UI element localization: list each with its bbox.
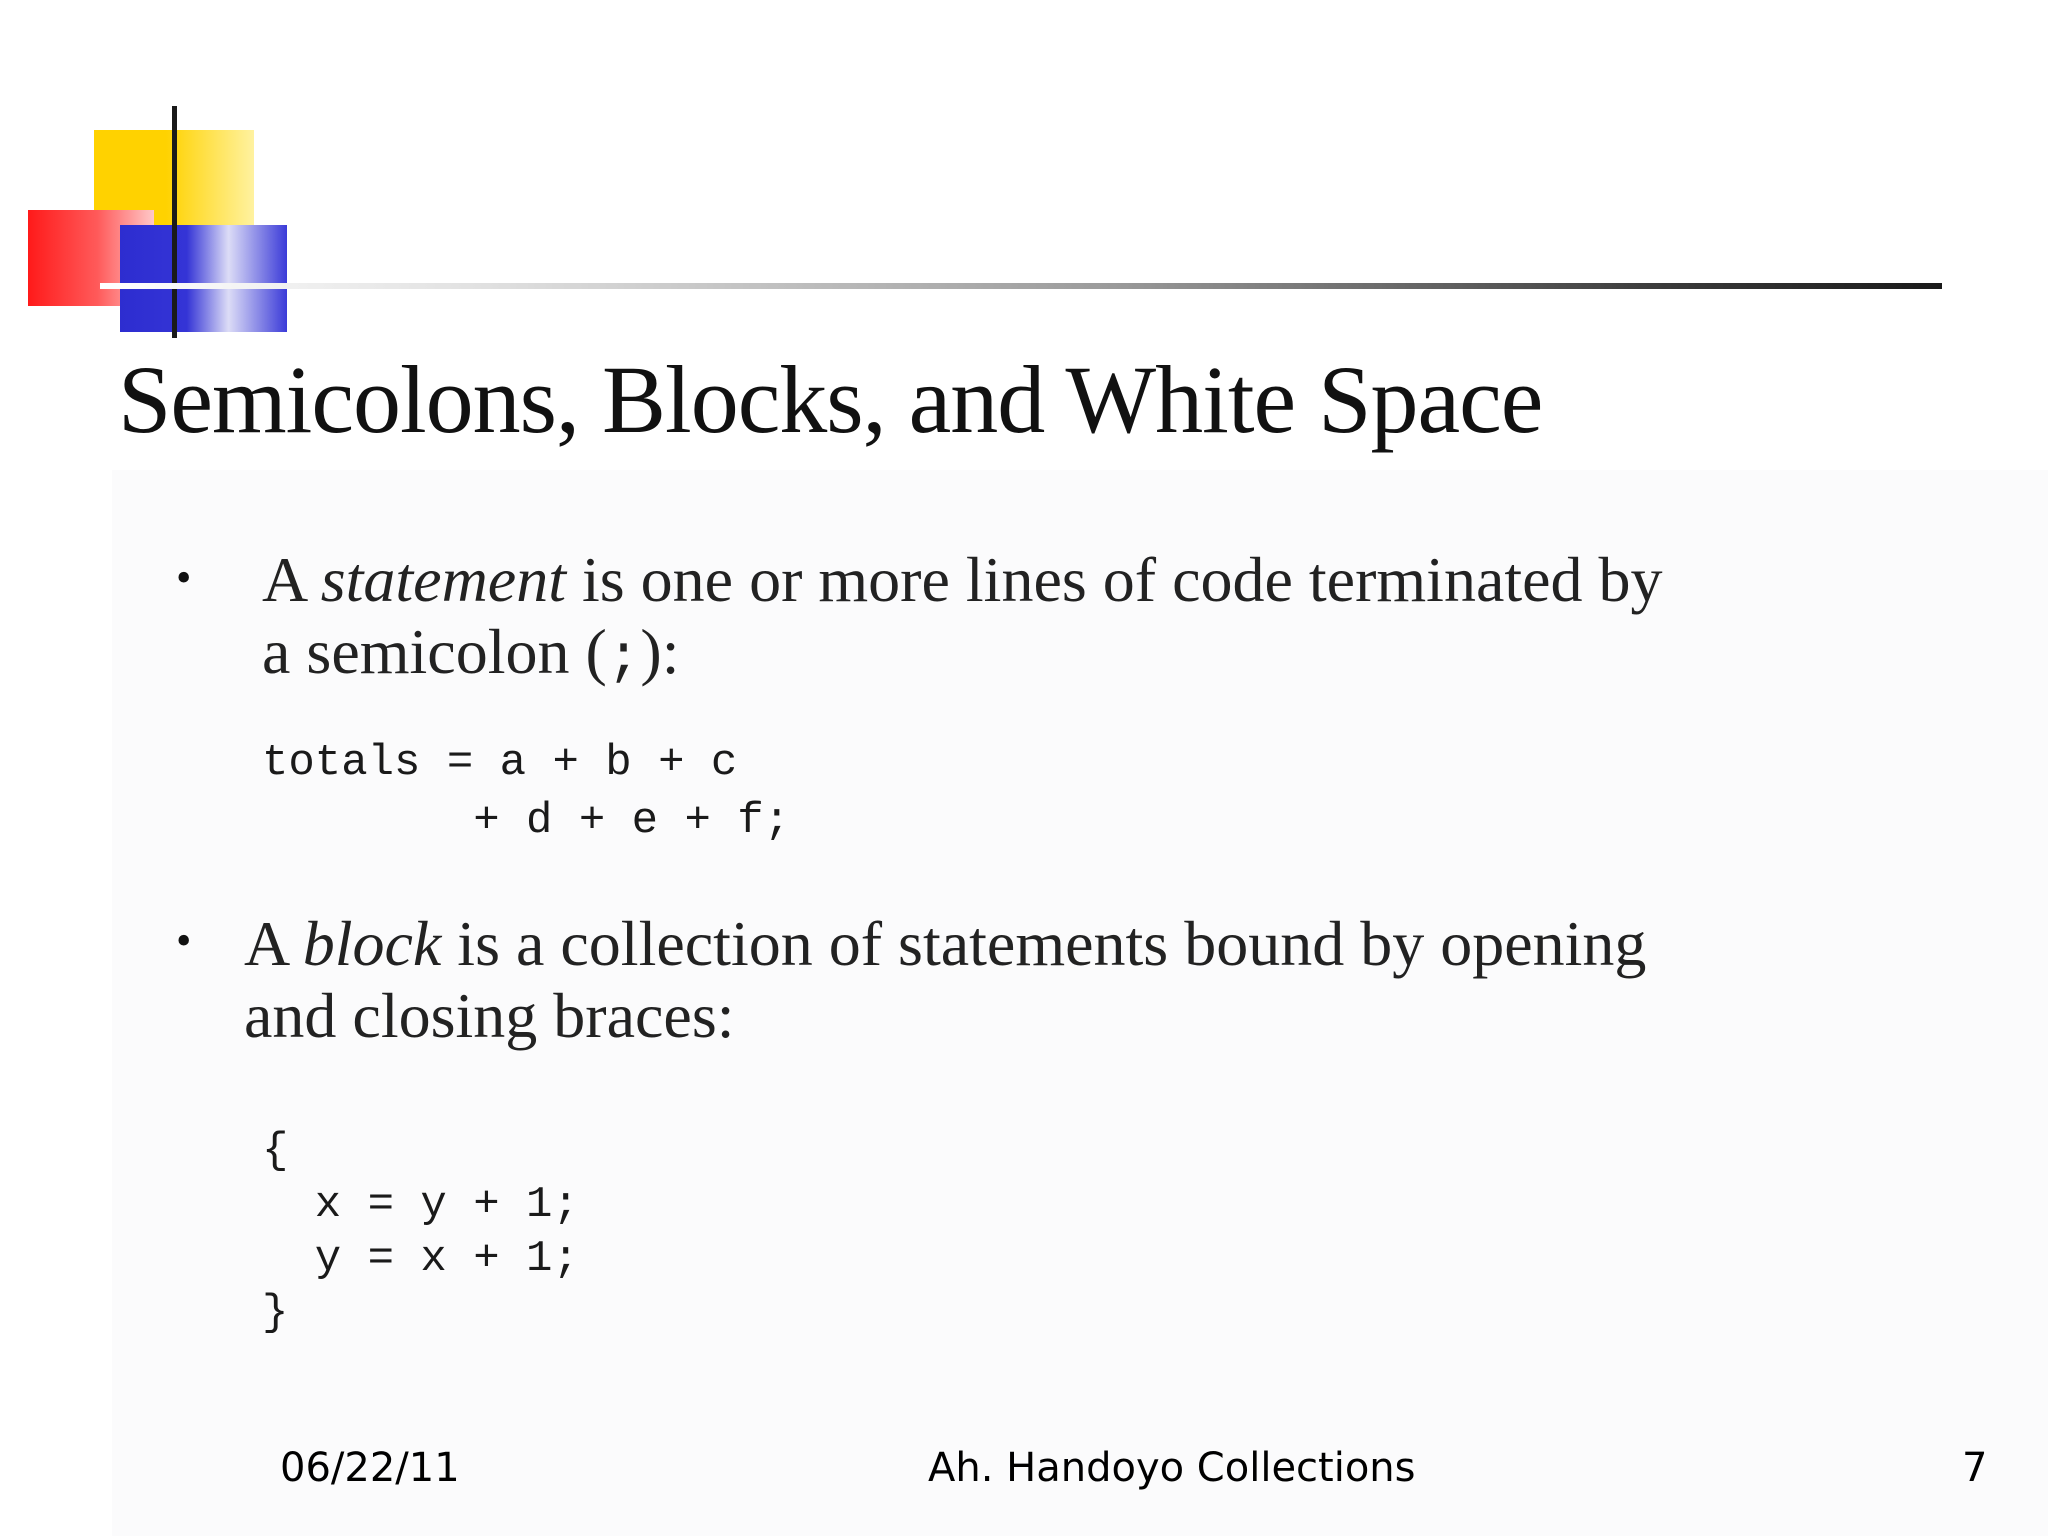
logo-blue-square [120, 225, 287, 332]
slide-title: Semicolons, Blocks, and White Space [118, 346, 1543, 453]
bullet-line [262, 544, 1962, 616]
code-example-block: { x = y + 1; y = x + 1; } [262, 1126, 579, 1338]
bullet-text: is one or more lines of code terminated by [565, 544, 1663, 615]
bullet-block [244, 908, 1964, 1052]
footer-title: Ah. Handoyo Collections [928, 1445, 1416, 1491]
bullet-line [262, 616, 1962, 694]
bullet-statement [262, 544, 1962, 694]
footer-date: 06/22/11 [280, 1445, 460, 1491]
logo-vertical-bar [172, 106, 177, 338]
bullet-term: statement [320, 544, 566, 615]
title-rule [100, 283, 1942, 289]
bullet-text: ): [640, 616, 680, 687]
bullet-dot-icon: • [176, 553, 192, 602]
inline-code: ; [606, 626, 641, 690]
bullet-term: block [302, 908, 442, 979]
bullet-text: A [244, 908, 303, 979]
bullet-text: a semicolon ( [262, 616, 607, 687]
bullet-line: and closing braces: [244, 980, 735, 1051]
code-example-statement: totals = a + b + c + d + e + f; [262, 738, 791, 846]
bullet-text: A [262, 544, 321, 615]
bullet-text: is a collection of statements bound by opening [441, 908, 1647, 979]
bullet-line [244, 908, 1964, 980]
bullet-dot-icon: • [176, 916, 192, 965]
page-number: 7 [1962, 1445, 1988, 1491]
